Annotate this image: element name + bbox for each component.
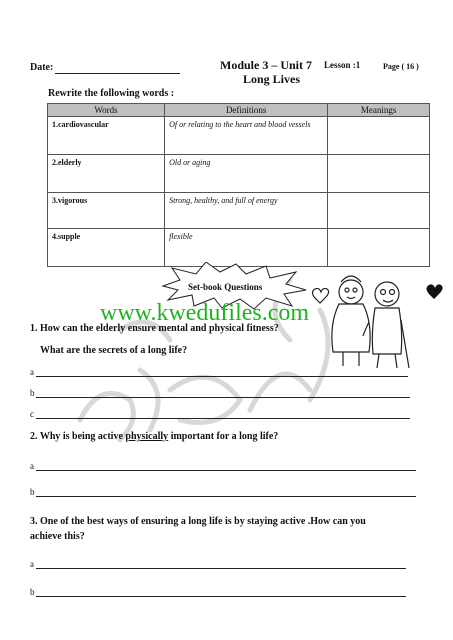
word-cell: 1.cardiovascular	[48, 117, 165, 155]
instruction-text: Rewrite the following words :	[48, 88, 175, 99]
question-2-start: 2. Why is being active	[30, 431, 126, 442]
answer-line-3b[interactable]	[36, 596, 406, 597]
question-2	[30, 431, 278, 442]
meaning-cell[interactable]	[328, 155, 430, 193]
question-1b: What are the secrets of a long life?	[40, 345, 188, 356]
answer-line-3a[interactable]	[36, 568, 406, 569]
question-3-line2: achieve this?	[30, 531, 85, 542]
definition-cell: Strong, healthy, and full of energy	[165, 193, 328, 229]
answer-line-1a[interactable]	[36, 376, 408, 377]
module-title: Module 3 – Unit 7	[220, 58, 313, 72]
answer-letter-a: a	[30, 461, 34, 471]
lesson-label: Lesson :1	[324, 60, 361, 70]
date-label: Date:	[30, 62, 54, 73]
table-row	[48, 193, 430, 229]
definition-cell: flexible	[165, 229, 328, 267]
page-number: Page ( 16 )	[383, 62, 419, 71]
answer-line-1b[interactable]	[36, 397, 410, 398]
answer-letter-a: a	[30, 559, 34, 569]
word-cell: 3.vigorous	[48, 193, 165, 229]
elderly-couple-image	[305, 270, 445, 370]
meaning-cell[interactable]	[328, 193, 430, 229]
answer-letter-b: b	[30, 587, 35, 597]
answer-line-1c[interactable]	[36, 418, 410, 419]
meaning-cell[interactable]	[328, 117, 430, 155]
definition-cell: Of or relating to the heart and blood vessels	[165, 117, 328, 155]
word-cell: 2.elderly	[48, 155, 165, 193]
answer-letter-c: c	[30, 409, 34, 419]
word-cell: 4.supple	[48, 229, 165, 267]
header-definitions: Definitions	[165, 104, 328, 117]
page-title: Long Lives	[243, 72, 301, 86]
question-3-line1: 3. One of the best ways of ensuring a long life is by staying active .How can you	[30, 516, 366, 527]
answer-line-2b[interactable]	[36, 496, 416, 497]
answer-letter-b: b	[30, 487, 35, 497]
question-1: 1. How can the elderly ensure mental and physical fitness?	[30, 323, 279, 334]
header-meanings: Meanings	[328, 104, 430, 117]
answer-letter-a: a	[30, 367, 34, 377]
question-2-end: important for a long life?	[168, 431, 279, 442]
header-words: Words	[48, 104, 165, 117]
watermark-text: www.kwedufiles.com	[100, 300, 310, 326]
table-row	[48, 117, 430, 155]
definition-cell: Old or aging	[165, 155, 328, 193]
setbook-label: Set-book Questions	[188, 282, 263, 292]
table-row	[48, 155, 430, 193]
answer-letter-b: b	[30, 388, 35, 398]
question-2-underlined: physically	[125, 431, 169, 442]
date-line[interactable]	[55, 73, 180, 74]
vocabulary-table	[47, 103, 430, 267]
answer-line-2a[interactable]	[36, 470, 416, 471]
